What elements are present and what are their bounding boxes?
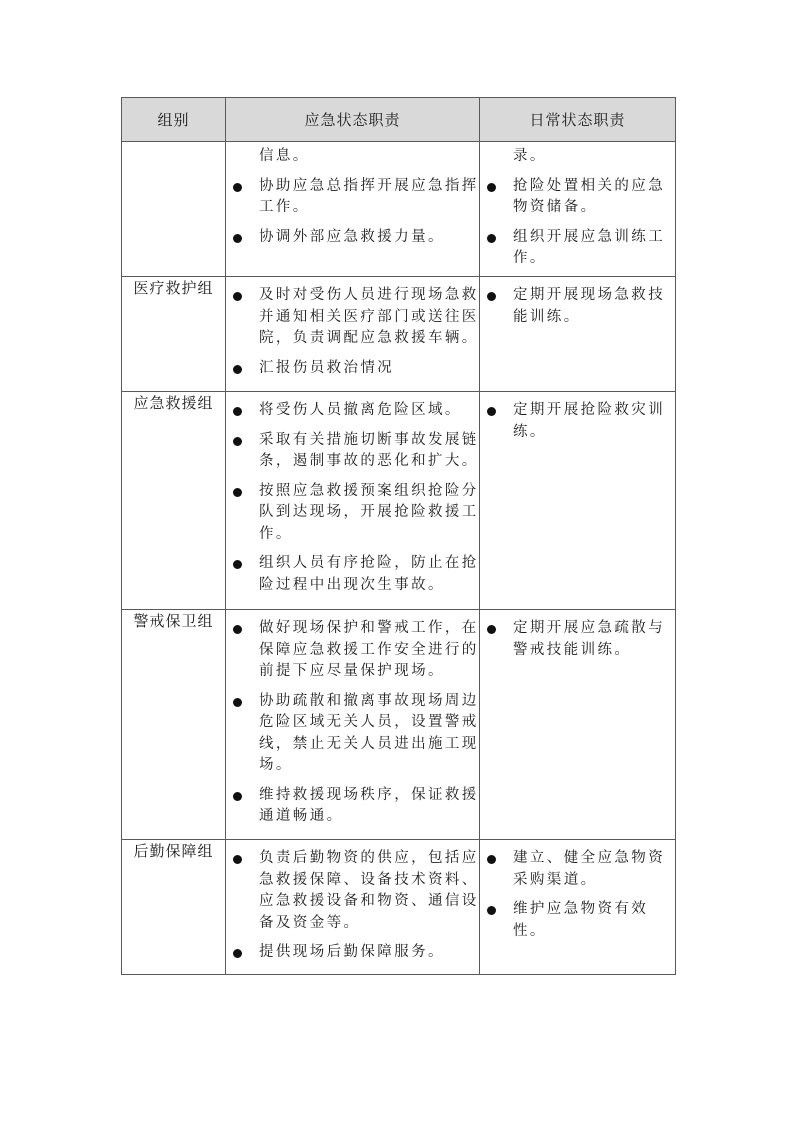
bullet-icon [233, 437, 242, 446]
bullet-icon [487, 855, 496, 864]
bullet-icon [487, 234, 496, 243]
duty-list [480, 146, 675, 270]
list-item: 及时对受伤人员进行现场急救并通知相关医疗部门或送往医院，负责调配应急救援车辆。 [226, 285, 479, 350]
bullet-icon [233, 625, 242, 634]
table-row [122, 392, 676, 610]
duty-list [226, 618, 479, 828]
list-item: 协调外部应急救援力量。 [226, 227, 479, 249]
duty-list [226, 285, 479, 379]
emergency-duty-cell [226, 392, 480, 610]
bullet-icon [233, 792, 242, 801]
group-cell: 警戒保卫组 [122, 610, 226, 840]
table-row [122, 142, 676, 277]
list-item: 组织开展应急训练工作。 [480, 227, 675, 270]
list-item: 定期开展现场急救技能训练。 [480, 285, 675, 328]
header-emergency-duty: 应急状态职责 [226, 98, 480, 142]
daily-duty-cell [480, 392, 676, 610]
duty-list [480, 285, 675, 328]
list-item: 抢险处置相关的应急物资储备。 [480, 176, 675, 219]
header-row [122, 98, 676, 142]
bullet-icon [233, 365, 242, 374]
header-daily-duty: 日常状态职责 [480, 98, 676, 142]
list-item: 协助应急总指挥开展应急指挥工作。 [226, 176, 479, 219]
duty-list [480, 618, 675, 661]
list-item: 信息。 [259, 148, 310, 164]
list-item: 维护应急物资有效性。 [480, 899, 675, 942]
daily-duty-cell [480, 142, 676, 277]
list-item: 提供现场后勤保障服务。 [226, 942, 479, 964]
list-item: 负责后勤物资的供应，包括应急救援保障、设备技术资料、应急救援设备和物资、通信设备及资金等。 [226, 848, 479, 934]
group-cell: 应急救援组 [122, 392, 226, 610]
group-cell: 医疗救护组 [122, 277, 226, 392]
duty-list [226, 848, 479, 964]
duty-list [480, 848, 675, 942]
daily-duty-cell [480, 610, 676, 840]
list-item: 采取有关措施切断事故发展链条，遏制事故的恶化和扩大。 [226, 430, 479, 473]
emergency-duty-cell [226, 277, 480, 392]
list-item: 维持救援现场秩序，保证救援通道畅通。 [226, 785, 479, 828]
list-item: 协助疏散和撤离事故现场周边危险区域无关人员，设置警戒线，禁止无关人员进出施工现场。 [226, 691, 479, 777]
bullet-icon [487, 292, 496, 301]
list-item: 做好现场保护和警戒工作，在保障应急救援工作安全进行的前提下应尽量保护现场。 [226, 618, 479, 683]
bullet-icon [233, 234, 242, 243]
duty-list [226, 400, 479, 596]
emergency-duty-cell [226, 610, 480, 840]
duty-table [121, 97, 676, 975]
list-item: 按照应急救援预案组织抢险分队到达现场，开展抢险救援工作。 [226, 481, 479, 546]
duty-list [226, 146, 479, 248]
bullet-icon [233, 855, 242, 864]
list-item: 建立、健全应急物资采购渠道。 [480, 848, 675, 891]
header-group: 组别 [122, 98, 226, 142]
list-item: 定期开展应急疏散与警戒技能训练。 [480, 618, 675, 661]
bullet-icon [233, 488, 242, 497]
list-item: 汇报伤员救治情况 [226, 358, 479, 380]
bullet-icon [233, 698, 242, 707]
list-item: 将受伤人员撤离危险区域。 [226, 400, 479, 422]
table-row [122, 610, 676, 840]
group-cell [122, 142, 226, 277]
daily-duty-cell [480, 840, 676, 975]
list-item: 录。 [513, 148, 547, 164]
bullet-icon [233, 560, 242, 569]
bullet-icon [233, 292, 242, 301]
bullet-icon [487, 906, 496, 915]
table-row [122, 840, 676, 975]
table-row [122, 277, 676, 392]
list-item: 组织人员有序抢险，防止在抢险过程中出现次生事故。 [226, 553, 479, 596]
emergency-duty-cell [226, 840, 480, 975]
bullet-icon [233, 407, 242, 416]
bullet-icon [487, 183, 496, 192]
duty-list [480, 400, 675, 443]
bullet-icon [487, 625, 496, 634]
group-cell: 后勤保障组 [122, 840, 226, 975]
bullet-icon [487, 407, 496, 416]
bullet-icon [233, 183, 242, 192]
list-item: 定期开展抢险救灾训练。 [480, 400, 675, 443]
emergency-duty-cell [226, 142, 480, 277]
daily-duty-cell [480, 277, 676, 392]
bullet-icon [233, 949, 242, 958]
